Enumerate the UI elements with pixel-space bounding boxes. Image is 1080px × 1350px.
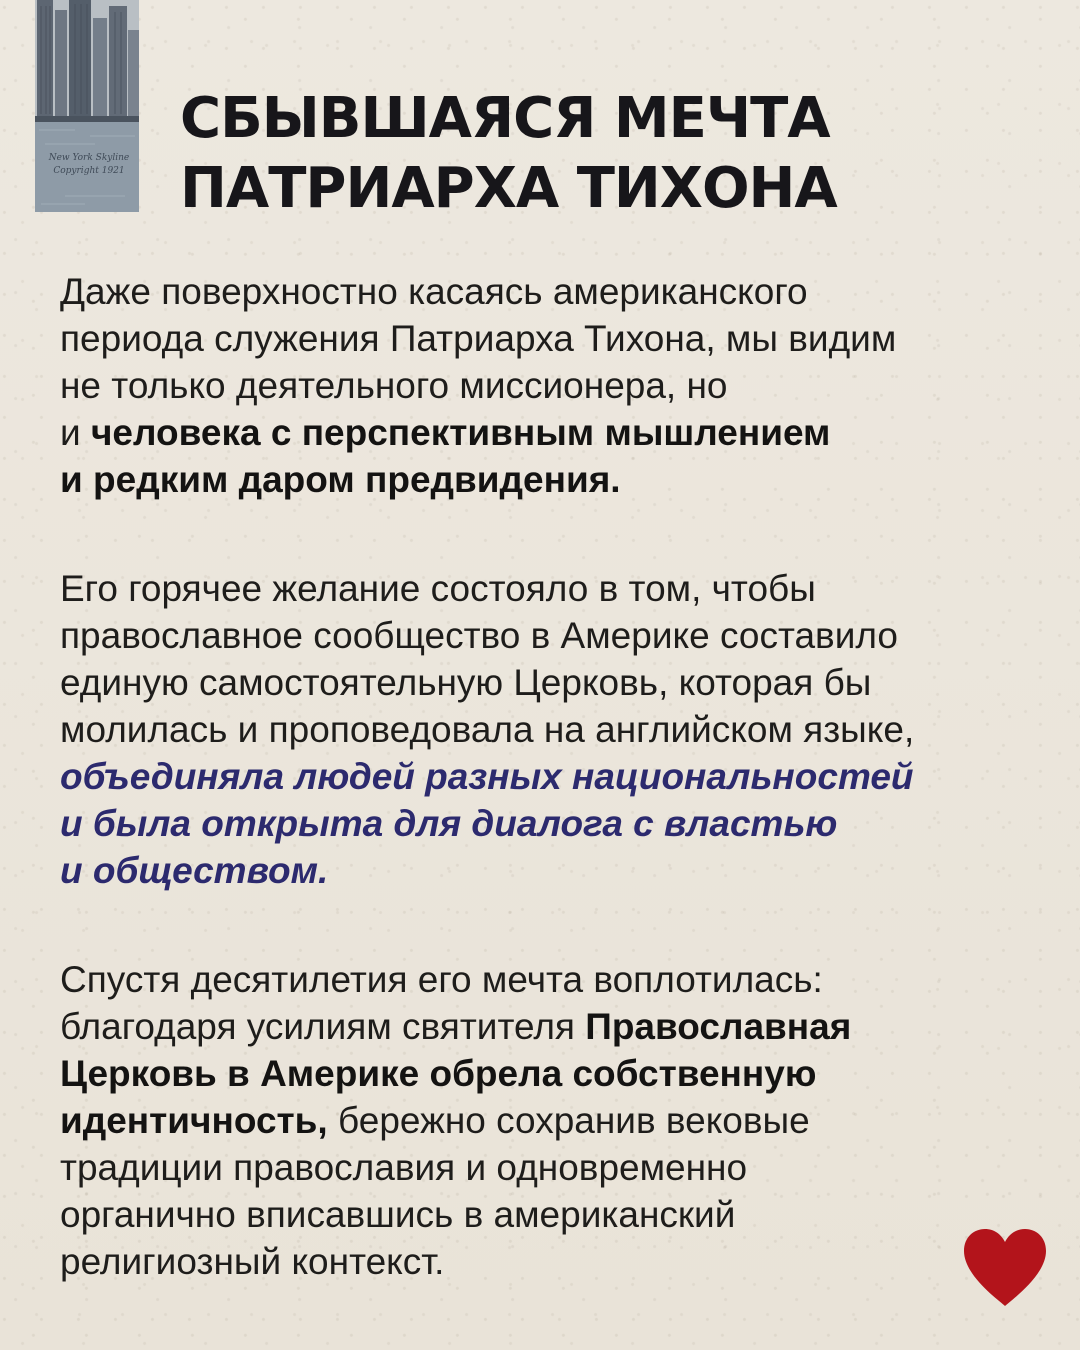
text-line: органично вписавшись в американский	[60, 1194, 736, 1235]
bold-text-line: и редким даром предвидения.	[60, 459, 621, 500]
text-line: единую самостоятельную Церковь, которая бы	[60, 662, 872, 703]
thumbnail-caption-line: New York Skyline	[48, 153, 130, 163]
text-line: религиозный контекст.	[60, 1241, 445, 1282]
accent-text-line: и была открыта для диалога с властью	[60, 803, 838, 844]
text-line	[60, 1003, 1050, 1050]
paragraph-1	[60, 268, 1050, 503]
text-line: православное сообщество в Америке составило	[60, 615, 898, 656]
bold-fragment: Православная	[585, 1006, 852, 1047]
text-line: Его горячее желание состояло в том, чтобы	[60, 568, 816, 609]
heart-icon[interactable]	[960, 1226, 1050, 1310]
thumbnail-caption-line: Copyright 1921	[53, 166, 125, 176]
heart-icon-shape	[960, 1226, 1050, 1310]
page-title-line: ПАТРИАРХА ТИХОНА	[180, 156, 837, 221]
page-title-line: СБЫВШАЯСЯ МЕЧТА	[180, 86, 830, 151]
skyline-thumbnail	[35, 0, 139, 212]
accent-text-line: и обществом.	[60, 850, 329, 891]
page-title	[180, 84, 1040, 224]
text-line: Спустя десятилетия его мечта воплотилась:	[60, 959, 823, 1000]
bold-text-line: Церковь в Америке обрела собственную	[60, 1053, 817, 1094]
text-line	[60, 1097, 1050, 1144]
accent-text-line: объединяла людей разных национальностей	[60, 756, 914, 797]
thumbnail-caption	[43, 152, 135, 178]
bold-fragment: идентичность,	[60, 1100, 328, 1141]
text-line: Даже поверхностно касаясь американского	[60, 271, 808, 312]
skyline-illustration	[35, 0, 139, 212]
text-fragment: благодаря усилиям святителя	[60, 1006, 586, 1047]
paragraph-3	[60, 956, 1050, 1285]
text-line	[60, 409, 1050, 456]
bold-fragment: человека с перспективным мышлением	[90, 412, 831, 453]
text-line: традиции православия и одновременно	[60, 1147, 748, 1188]
text-line: не только деятельного миссионера, но	[60, 365, 728, 406]
text-line: периода служения Патриарха Тихона, мы видим	[60, 318, 897, 359]
text-fragment: и	[60, 412, 91, 453]
text-line: молилась и проповедовала на английском языке,	[60, 709, 915, 750]
paragraph-2	[60, 565, 1050, 894]
article-body	[60, 268, 1050, 1285]
text-fragment: бережно сохранив вековые	[327, 1100, 810, 1141]
